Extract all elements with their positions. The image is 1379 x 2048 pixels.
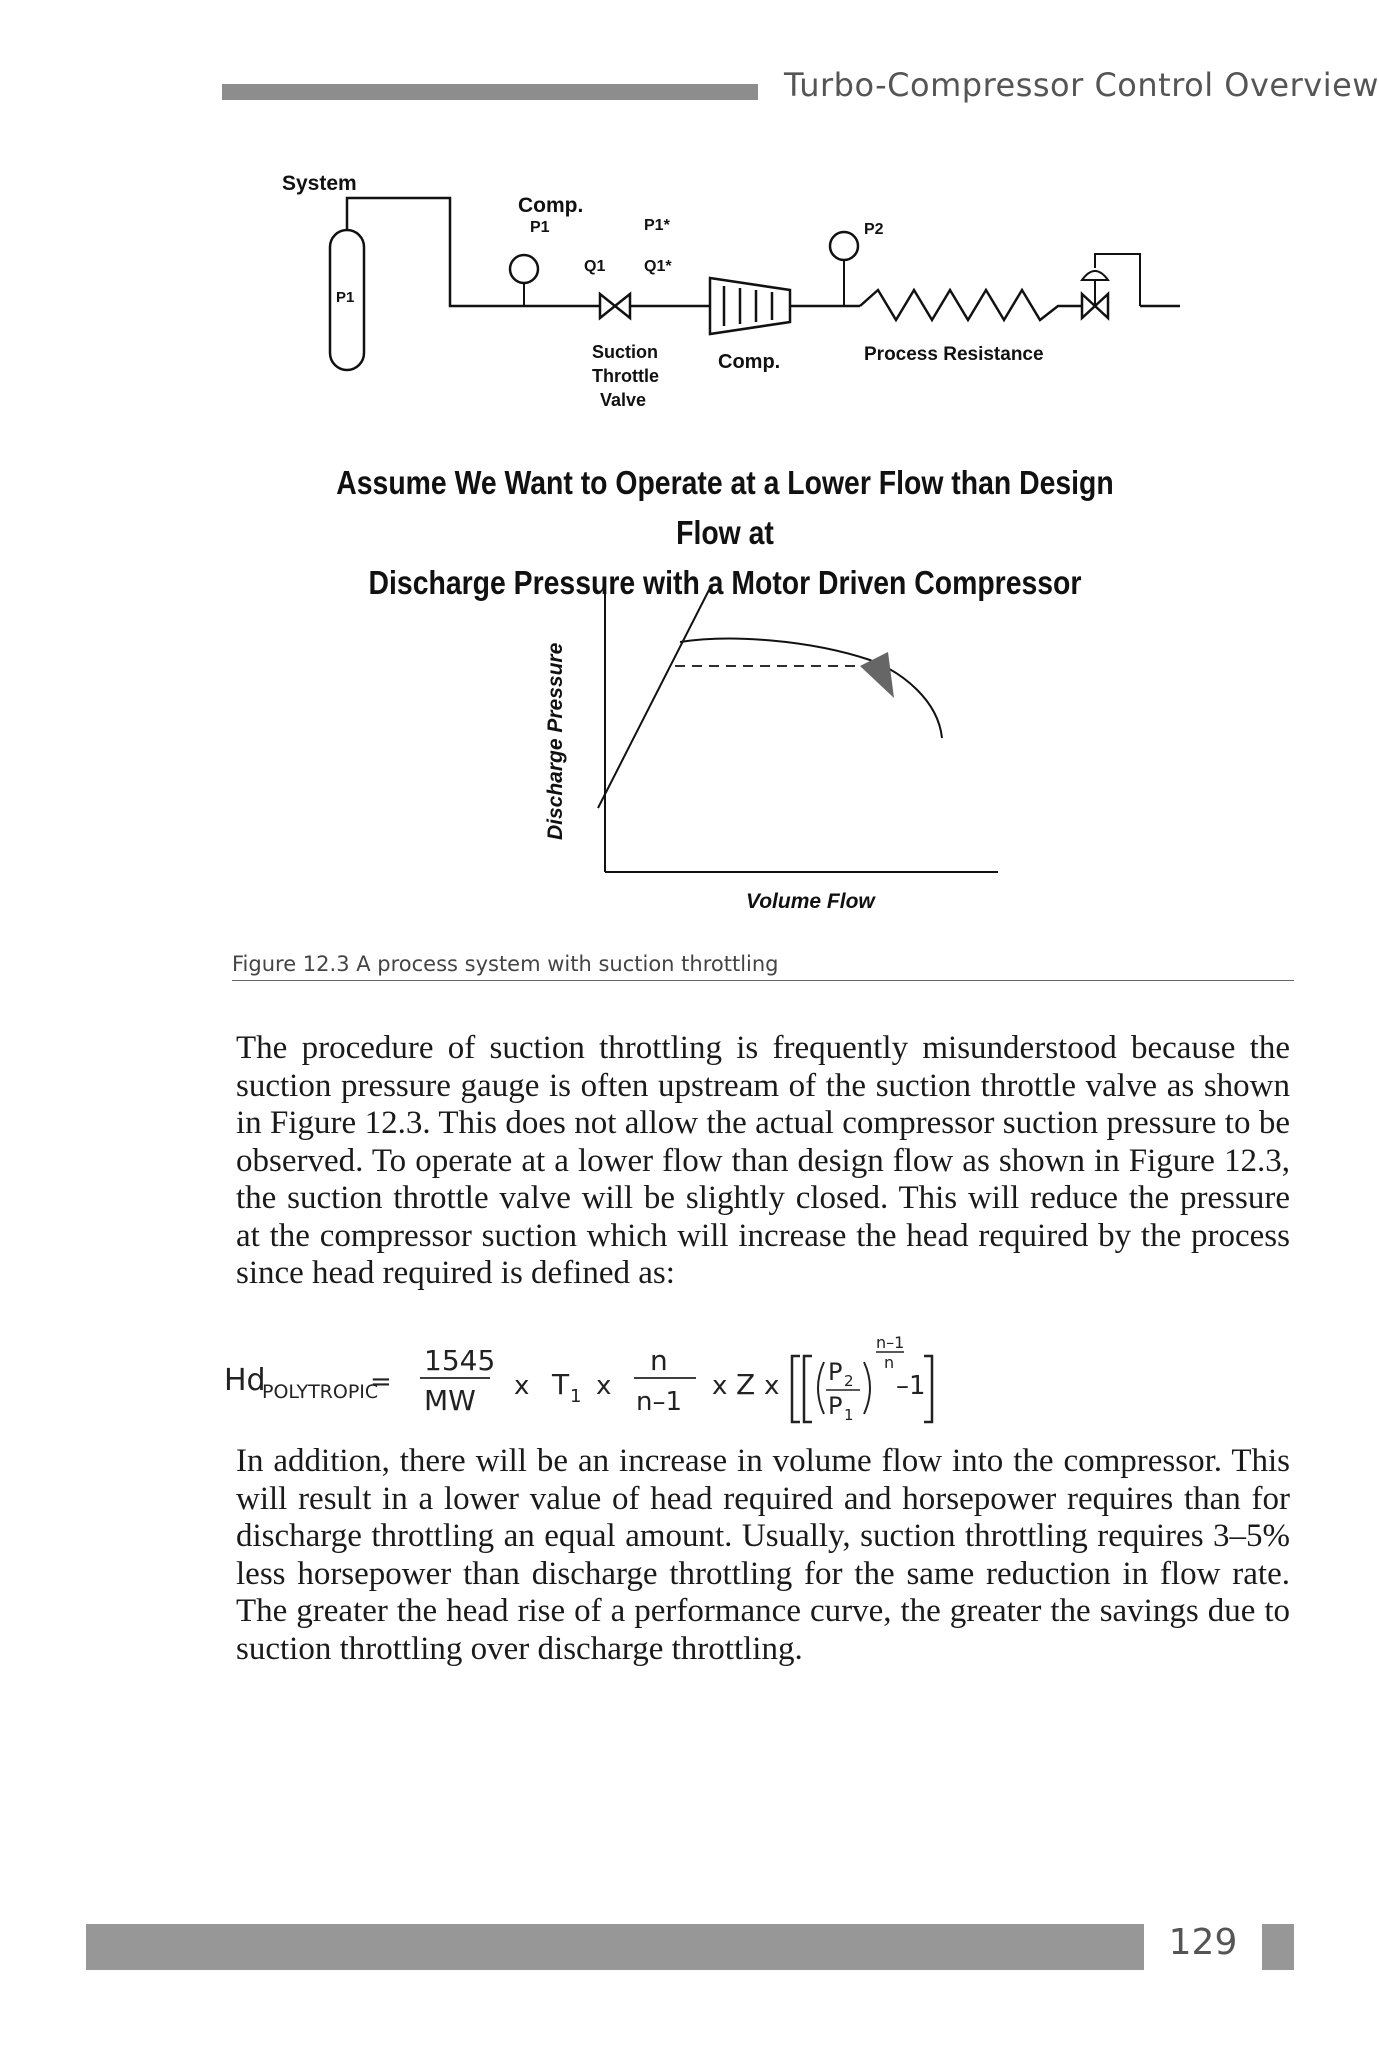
formula-z: Z [736,1368,756,1401]
vessel-label: P1 [336,289,355,306]
surge-line [598,588,710,808]
formula-lhs-sub: POLYTROPIC [262,1381,379,1403]
q1-star-label: Q1* [644,258,672,275]
formula-lhs: Hd [224,1363,266,1398]
formula-minus-one: –1 [896,1371,926,1401]
formula-equals: = [370,1367,392,1397]
frac1-denominator: MW [424,1384,476,1417]
footer-tab [1262,1924,1294,1970]
paragraph-1: The procedure of suction throttling is frequently misunderstood because the suction pressure gauge is often upstream of the suction throttle valve as shown in Figure 12.3. This does not allow the actual compressor suction pressure to be observed. To operate at a lower flow than design flow as shown in Figure 12.3, the suction throttle valve will be slightly closed. This will reduce the pressure at the compressor suction which will increase the head required by the process since head required is defined as: [236,1030,1290,1291]
p2-label: P2 [864,221,884,238]
times-2: x [596,1371,612,1401]
process-diagram [282,150,1200,440]
suction-label-2: Throttle [592,366,659,386]
compressor-label: Comp. [718,351,781,373]
formula-t: T [552,1368,570,1401]
ratio-numerator: P [828,1358,843,1386]
frac1-numerator: 1545 [424,1344,496,1377]
page-number: 129 [1168,1922,1238,1963]
p1-gauge [510,255,538,283]
headline-line-1: Assume We Want to Operate at a Lower Flow than Design Flow at [336,464,1114,551]
formula-t-sub: 1 [570,1386,582,1407]
process-resistance-label: Process Resistance [864,344,1044,365]
header-bar [222,84,758,100]
performance-curve [680,639,942,738]
polytropic-head-formula [224,1328,944,1428]
system-label: System [282,172,357,195]
footer-bar [86,1924,1144,1970]
y-axis-label: Discharge Pressure [544,642,567,840]
suction-label-1: Suction [592,342,658,362]
times-4: x [764,1371,780,1401]
times-1: x [514,1371,530,1401]
exponent-numerator: n–1 [876,1333,905,1352]
p1-star-label: P1* [644,217,670,234]
times-3: x [712,1371,728,1401]
headline-line-2: Discharge Pressure with a Motor Driven Compressor [368,564,1082,601]
paragraph-2: In addition, there will be an increase in volume flow into the compressor. This will result in a lower value of head required and horsepower requires than for discharge throttling an equal amount. Usually, suction throttling requires 3–5% less horsepower than discharge throttling for the same reduction in flow rate. The greater the head rise of a performance curve, the greater the savings due to suction throttling over discharge throttling. [236,1443,1290,1667]
compressor [710,278,790,334]
ratio-denominator-sub: 1 [844,1406,854,1424]
p2-gauge [830,232,858,260]
performance-chart [520,570,1020,920]
p1-label: P1 [530,219,550,236]
x-axis-label: Volume Flow [746,890,875,913]
ratio-denominator: P [828,1392,843,1420]
exponent-denominator: n [884,1353,895,1372]
suction-label-3: Valve [600,390,647,410]
caption-rule [232,980,1294,981]
frac2-denominator: n–1 [636,1387,683,1417]
q1-label: Q1 [584,258,606,275]
figure-caption: Figure 12.3 A process system with suction throttling [232,952,779,976]
ratio-numerator-sub: 2 [844,1372,854,1390]
comp-gauge-label: Comp. [518,194,584,217]
frac2-numerator: n [650,1344,668,1377]
suction-throttle-valve [600,294,630,318]
running-header: Turbo-Compressor Control Overview [784,66,1379,104]
